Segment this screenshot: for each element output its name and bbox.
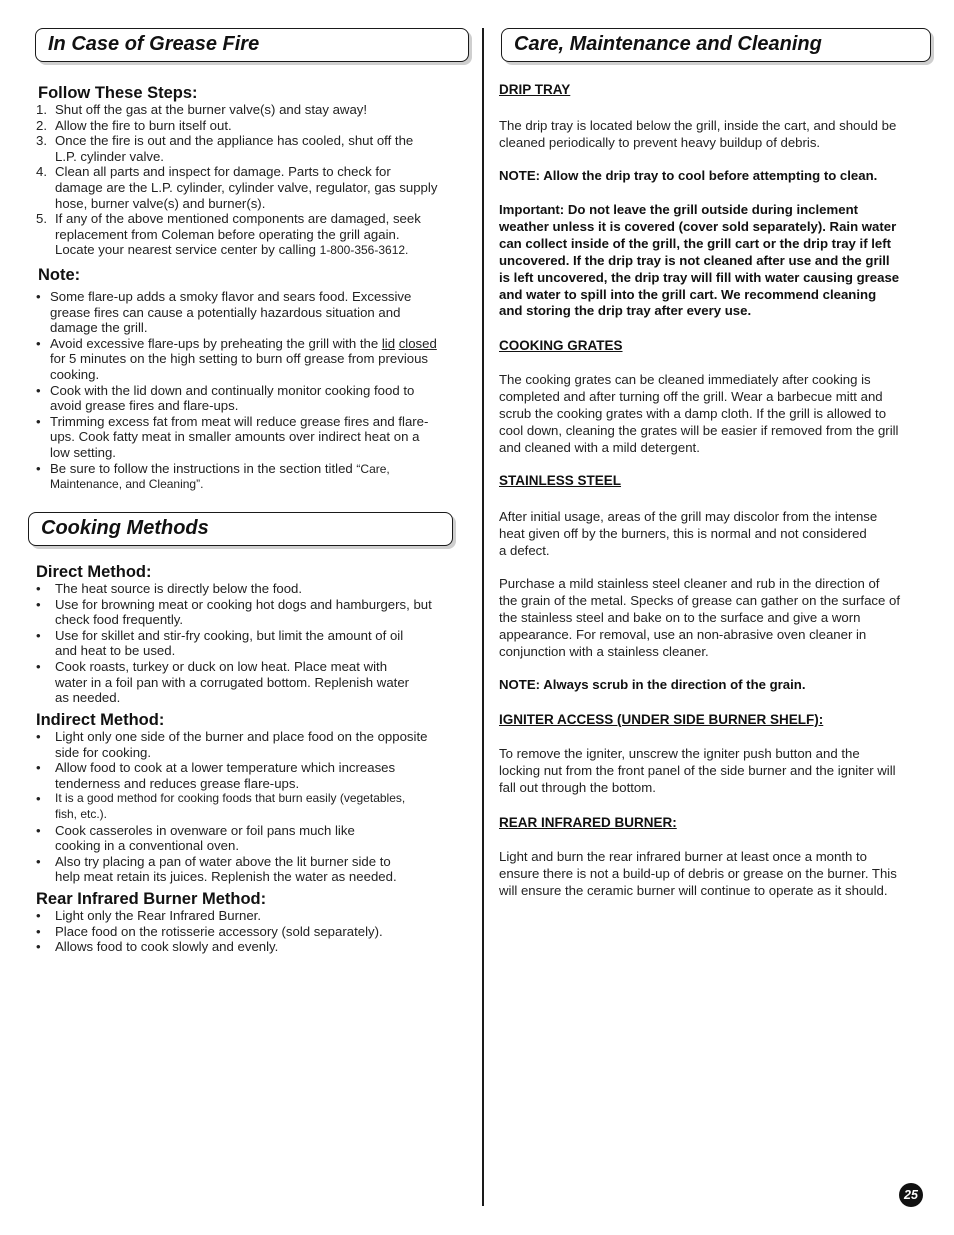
rear-infrared-burner-paragraph: Light and burn the rear infrared burner at least once a month to ensure there is not a build-up of debris or grease on the burner. This will ensure the ceramic burner will continue to operate as it should. xyxy=(499,849,897,898)
closed-word: closed xyxy=(398,335,437,351)
list-item: • Also try placing a pan of water above the lit burner side to help meat retain its juices. Replenish the water as needed. xyxy=(36,853,397,885)
notes-list xyxy=(36,289,476,493)
step-line: damage are the L.P. cylinder, cylinder valve, regulator, gas supply xyxy=(55,179,438,195)
list-item xyxy=(36,211,476,259)
list-item: • Cook roasts, turkey or duck on low heat. Place meat with water in a foil pan with a corrugated bottom. Replenish water as needed. xyxy=(36,658,410,706)
list-item: • Light only one side of the burner and place food on the opposite side for cooking. xyxy=(36,729,428,760)
list-item: • Cook casseroles in ovenware or foil pans much like cooking in a conventional oven. xyxy=(36,822,355,854)
step-number: 4. xyxy=(36,164,47,180)
section-reference: Maintenance, and Cleaning”. xyxy=(50,477,204,492)
list-item: • Be sure to follow the instructions in the section titled “Care, Maintenance, and Cleaning”. xyxy=(36,461,476,493)
list-item xyxy=(36,102,476,118)
step-line: L.P. cylinder valve. xyxy=(55,148,164,164)
phone-number: 1-800-356-3612. xyxy=(319,243,409,258)
list-item: • Avoid excessive flare-ups by preheating the grill with the lid closed for 5 minutes on the high setting to burn off grease from previous cooking. xyxy=(36,335,437,382)
step-line: Clean all parts and inspect for damage. Parts to check for xyxy=(55,164,391,180)
list-item: • Trimming excess fat from meat will reduce grease fires and flare- ups. Cook fatty meat in smaller amounts over indirect heat on a low setting. xyxy=(36,413,429,460)
lid-word: lid xyxy=(381,335,396,351)
list-item xyxy=(36,164,476,211)
list-item: • Light only the Rear Infrared Burner. xyxy=(36,908,261,923)
step-line: Once the fire is out and the appliance has cooled, shut off the xyxy=(55,133,414,149)
list-item: • Some flare-up adds a smoky flavor and sears food. Excessive grease fires can cause a potentially hazardous situation and damage the grill. xyxy=(36,289,412,336)
list-item: • Allow food to cook at a lower temperature which increases tenderness and reduces grease flare-ups. xyxy=(36,760,396,791)
rear-infrared-method-heading: Rear Infrared Burner Method: xyxy=(36,890,267,908)
list-item xyxy=(36,118,476,134)
igniter-access-heading: IGNITER ACCESS (UNDER SIDE BURNER SHELF): xyxy=(499,712,824,727)
list-item xyxy=(36,133,476,164)
indirect-method-list xyxy=(36,729,476,885)
step-number: 5. xyxy=(36,211,47,227)
section-reference: “Care, xyxy=(356,461,390,476)
page-number: 25 xyxy=(899,1183,923,1207)
stainless-steel-note: NOTE: Always scrub in the direction of the grain. xyxy=(499,677,806,692)
note-heading: Note: xyxy=(38,266,81,284)
direct-method-list xyxy=(36,581,476,706)
list-item: • Use for browning meat or cooking hot dogs and hamburgers, but check food frequently. xyxy=(36,596,432,628)
list-item: • Allows food to cook slowly and evenly. xyxy=(36,939,279,955)
care-title: Care, Maintenance and Cleaning xyxy=(514,33,822,55)
direct-method-heading: Direct Method: xyxy=(36,563,152,581)
indirect-method-heading: Indirect Method: xyxy=(36,711,165,729)
column-divider xyxy=(482,28,484,1206)
step-line: Locate your nearest service center by calling 1-800-356-3612. xyxy=(55,242,409,258)
care-banner xyxy=(501,28,931,62)
cooking-grates-heading: COOKING GRATES xyxy=(499,338,623,353)
step-line: Shut off the gas at the burner valve(s) and stay away! xyxy=(55,102,368,117)
grease-fire-banner xyxy=(35,28,469,62)
cooking-methods-title: Cooking Methods xyxy=(41,517,209,539)
stainless-steel-heading: STAINLESS STEEL xyxy=(499,473,622,488)
list-item: • Use for skillet and stir-fry cooking, but limit the amount of oil and heat to be used. xyxy=(36,627,404,659)
step-number: 1. xyxy=(36,102,47,117)
step-line: Allow the fire to burn itself out. xyxy=(55,117,232,133)
grease-fire-title: In Case of Grease Fire xyxy=(48,33,260,55)
drip-tray-important: Important: Do not leave the grill outside during inclement weather unless it is covered (cover sold separately). Rain water can collect inside of the grill, the grill cart or the drip tray if left uncovered. If the drip tray is not cleaned after use and the grill is left uncovered, the drip tray will fill with water causing grease and water to spill into the grill cart. We recommend cleaning and storing the drip tray after every use. xyxy=(499,202,900,319)
rear-infrared-method-list xyxy=(36,908,476,955)
cooking-methods-banner xyxy=(28,512,453,546)
step-number: 3. xyxy=(36,133,47,149)
igniter-access-paragraph: To remove the igniter, unscrew the igniter push button and the locking nut from the front panel of the side burner and the igniter will fall out through the bottom. xyxy=(499,746,896,795)
stainless-steel-paragraph-2: Purchase a mild stainless steel cleaner and rub in the direction of the grain of the metal. Specks of grease can gather on the surface of the stainless steel and bake on to the surface and give a worn appearance. For removal, use an non-abrasive oven cleaner in conjunction with a stainless cleaner. xyxy=(499,576,900,659)
step-number: 2. xyxy=(36,117,47,133)
step-line: If any of the above mentioned components are damaged, seek xyxy=(55,211,421,227)
follow-steps-heading: Follow These Steps: xyxy=(38,84,198,102)
step-line: replacement from Coleman before operating the grill again. xyxy=(55,226,400,242)
rear-infrared-burner-heading: REAR INFRARED BURNER: xyxy=(499,815,677,830)
list-item: • Place food on the rotisserie accessory (sold separately). xyxy=(36,923,383,939)
stainless-steel-paragraph-1: After initial usage, areas of the grill may discolor from the intense heat given off by the burners, this is normal and not considered a defect. xyxy=(499,509,878,558)
list-item: • Cook with the lid down and continually monitor cooking food to avoid grease fires and flare-ups. xyxy=(36,382,415,414)
step-line: hose, burner valve(s) and burner(s). xyxy=(55,195,266,211)
list-item: • It is a good method for cooking foods that burn easily (vegetables, fish, etc.). xyxy=(36,791,406,821)
cooking-grates-paragraph: The cooking grates can be cleaned immediately after cooking is completed and after turning off the grill. Wear a barbecue mitt and scrub the cooking grates with a damp cloth. If the grill is allowed to cool down, cleaning the grates will be easier if removed from the grill and cleaned with a mild detergent. xyxy=(499,372,899,455)
drip-tray-paragraph: The drip tray is located below the grill, inside the cart, and should be cleaned periodically to prevent heavy buildup of debris. xyxy=(499,118,897,150)
drip-tray-heading: DRIP TRAY xyxy=(499,82,571,97)
steps-list xyxy=(36,102,476,259)
list-item: • The heat source is directly below the food. xyxy=(36,581,303,596)
drip-tray-note: NOTE: Allow the drip tray to cool before attempting to clean. xyxy=(499,168,878,183)
